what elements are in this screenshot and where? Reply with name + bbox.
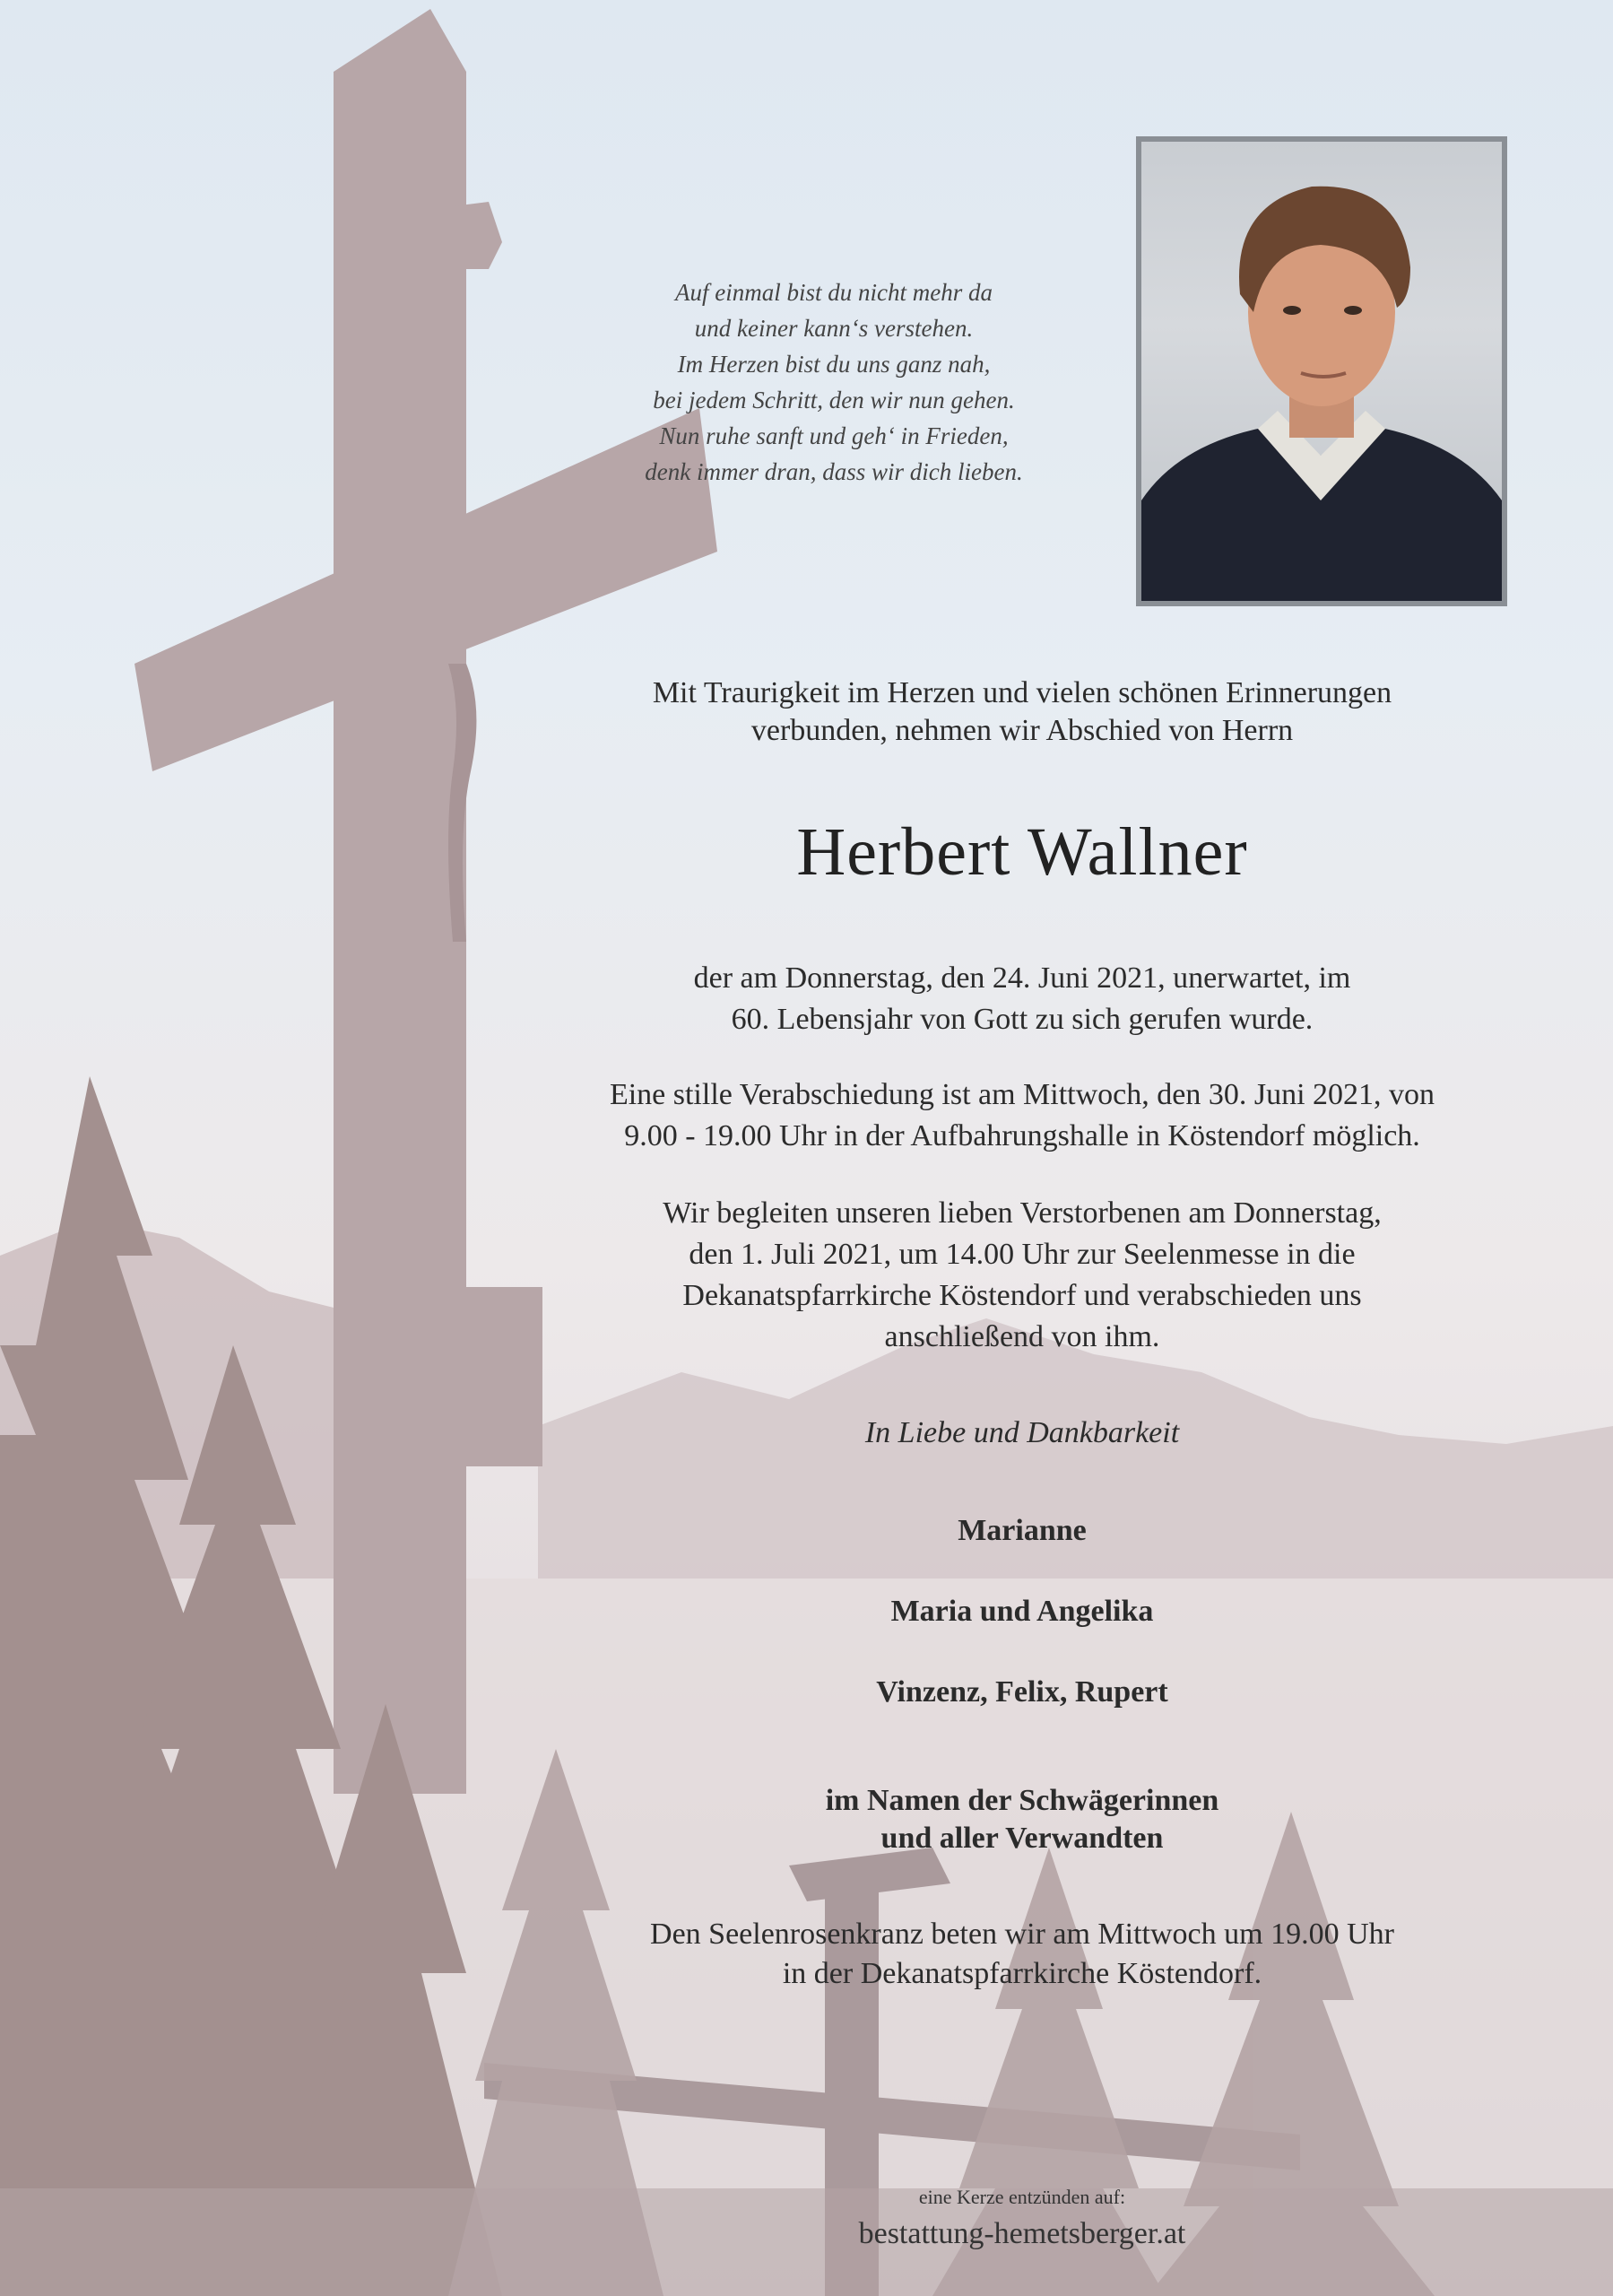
- deceased-name: Herbert Wallner: [796, 814, 1248, 890]
- viewing-line: 9.00 - 19.00 Uhr in der Aufbahrungshalle in Köstendorf möglich.: [624, 1119, 1420, 1152]
- funeral-notice: [502, 1193, 1542, 1358]
- candle-label: eine Kerze entzünden auf:: [918, 2186, 1126, 2208]
- family-member: Vinzenz, Felix, Rupert: [876, 1675, 1168, 1709]
- death-notice: [502, 958, 1542, 1040]
- rosary-line: in der Dekanatspfarrkirche Köstendorf.: [782, 1957, 1262, 1990]
- family-member: Maria und Angelika: [890, 1595, 1154, 1628]
- intro-line: Mit Traurigkeit im Herzen und vielen schönen Erinnerungen: [652, 676, 1392, 709]
- memorial-poem: [583, 274, 1085, 490]
- funeral-line: Wir begleiten unseren lieben Verstorbenen am Donnerstag,: [663, 1196, 1382, 1230]
- closing-phrase: In Liebe und Dankbarkeit: [864, 1416, 1180, 1449]
- portrait-frame: [1141, 142, 1502, 601]
- relatives-line: und aller Verwandten: [880, 1822, 1164, 1855]
- death-notice-line: der am Donnerstag, den 24. Juni 2021, unerwartet, im: [693, 961, 1351, 995]
- relatives-line: im Namen der Schwägerinnen: [825, 1784, 1219, 1817]
- intro-text: [502, 674, 1542, 750]
- poem-line: Im Herzen bist du uns ganz nah,: [677, 351, 991, 378]
- poem-line: Auf einmal bist du nicht mehr da: [675, 279, 993, 306]
- rosary-notice: [502, 1915, 1542, 1994]
- family-member: Marianne: [958, 1514, 1087, 1547]
- poem-line: Nun ruhe sanft und geh‘ in Frieden,: [659, 422, 1009, 449]
- person-portrait-icon: [1141, 142, 1502, 601]
- relatives-note: [502, 1782, 1542, 1857]
- funeral-line: Dekanatspfarrkirche Köstendorf und verabschieden uns: [682, 1279, 1362, 1312]
- viewing-notice: [502, 1074, 1542, 1157]
- funeral-line: anschließend von ihm.: [884, 1320, 1160, 1353]
- website-link[interactable]: bestattung-hemetsberger.at: [858, 2217, 1186, 2250]
- poem-line: und keiner kann‘s verstehen.: [694, 315, 974, 342]
- rosary-line: Den Seelenrosenkranz beten wir am Mittwoch um 19.00 Uhr: [650, 1918, 1394, 1951]
- poem-line: bei jedem Schritt, den wir nun gehen.: [653, 387, 1015, 413]
- death-notice-line: 60. Lebensjahr von Gott zu sich gerufen wurde.: [731, 1003, 1314, 1036]
- intro-line: verbunden, nehmen wir Abschied von Herrn: [750, 714, 1294, 747]
- poem-line: denk immer dran, dass wir dich lieben.: [645, 458, 1023, 485]
- viewing-line: Eine stille Verabschiedung ist am Mittwoch, den 30. Juni 2021, von: [609, 1078, 1435, 1111]
- funeral-line: den 1. Juli 2021, um 14.00 Uhr zur Seelenmesse in die: [689, 1238, 1356, 1271]
- portrait-photo: [1136, 136, 1507, 606]
